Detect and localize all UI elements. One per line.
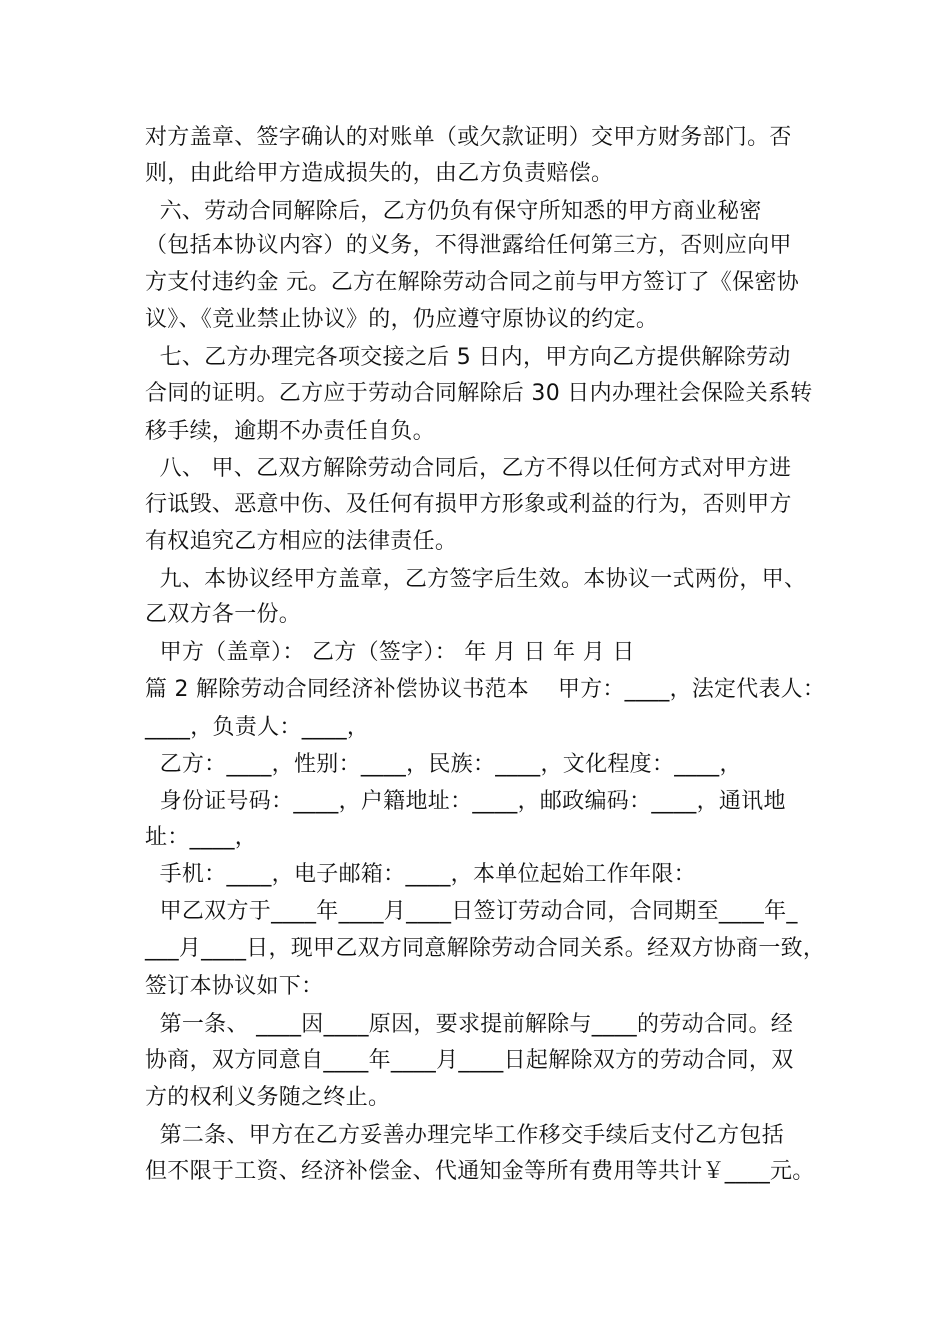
text-line: 方的权利义务随之终止。 xyxy=(145,1085,391,1110)
text-line: 方支付违约金 元。乙方在解除劳动合同之前与甲方签订了《保密协 xyxy=(145,270,799,295)
text-line: 行诋毁、恶意中伤、及任何有损甲方形象或利益的行为，否则甲方 xyxy=(145,492,792,517)
text-line: 九、本协议经甲方盖章，乙方签字后生效。本协议一式两份，甲、 xyxy=(145,567,807,592)
text-line: 移手续，逾期不办责任自负。 xyxy=(145,419,435,444)
text-line: 七、乙方办理完各项交接之后 5 日内，甲方向乙方提供解除劳动 xyxy=(145,345,791,370)
text-line: 对方盖章、签字确认的对账单（或欠款证明）交甲方财务部门。否 xyxy=(145,125,792,150)
text-line: 协商，双方同意自____年____月____日起解除双方的劳动合同，双 xyxy=(145,1048,794,1073)
text-line: 乙方：____，性别：____，民族：____，文化程度：____， xyxy=(145,752,742,777)
text-line: 第二条、甲方在乙方妥善办理完毕工作移交手续后支付乙方包括 xyxy=(145,1123,784,1148)
text-line: 乙双方各一份。 xyxy=(145,602,302,627)
text-line: 合同的证明。乙方应于劳动合同解除后 30 日内办理社会保险关系转 xyxy=(145,381,813,406)
text-line: 议》、《竞业禁止协议》的，仍应遵守原协议的约定。 xyxy=(145,307,659,332)
text-line: 址：____， xyxy=(145,825,258,850)
text-line: 八、 甲、乙双方解除劳动合同后，乙方不得以任何方式对甲方进 xyxy=(145,456,792,481)
text-line: 六、劳动合同解除后，乙方仍负有保守所知悉的甲方商业秘密 xyxy=(145,199,762,224)
text-line: 甲方（盖章）： 乙方（签字）： 年 月 日 年 月 日 xyxy=(145,640,635,665)
text-line: 第一条、 ____因____原因，要求提前解除与____的劳动合同。经 xyxy=(145,1012,794,1037)
text-line: 甲乙双方于____年____月____日签订劳动合同，合同期至____年_ xyxy=(145,899,798,924)
text-line: 身份证号码：____，户籍地址：____，邮政编码：____，通讯地 xyxy=(145,789,786,814)
text-line: 但不限于工资、经济补偿金、代通知金等所有费用等共计￥____元。 xyxy=(145,1159,815,1184)
section-heading-line: 篇 2 解除劳动合同经济补偿协议书范本 甲方：____，法定代表人： xyxy=(145,677,826,702)
text-line: 签订本协议如下： xyxy=(145,974,324,999)
text-line: 则，由此给甲方造成损失的，由乙方负责赔偿。 xyxy=(145,161,614,186)
text-line: 手机：____，电子邮箱：____，本单位起始工作年限： xyxy=(145,862,696,887)
text-line: ___月____日，现甲乙双方同意解除劳动合同关系。经双方协商一致， xyxy=(145,936,826,961)
text-line: 有权追究乙方相应的法律责任。 xyxy=(145,529,458,554)
text-line: ____，负责人：____， xyxy=(145,715,370,740)
text-line: （包括本协议内容）的义务，不得泄露给任何第三方，否则应向甲 xyxy=(145,233,792,258)
